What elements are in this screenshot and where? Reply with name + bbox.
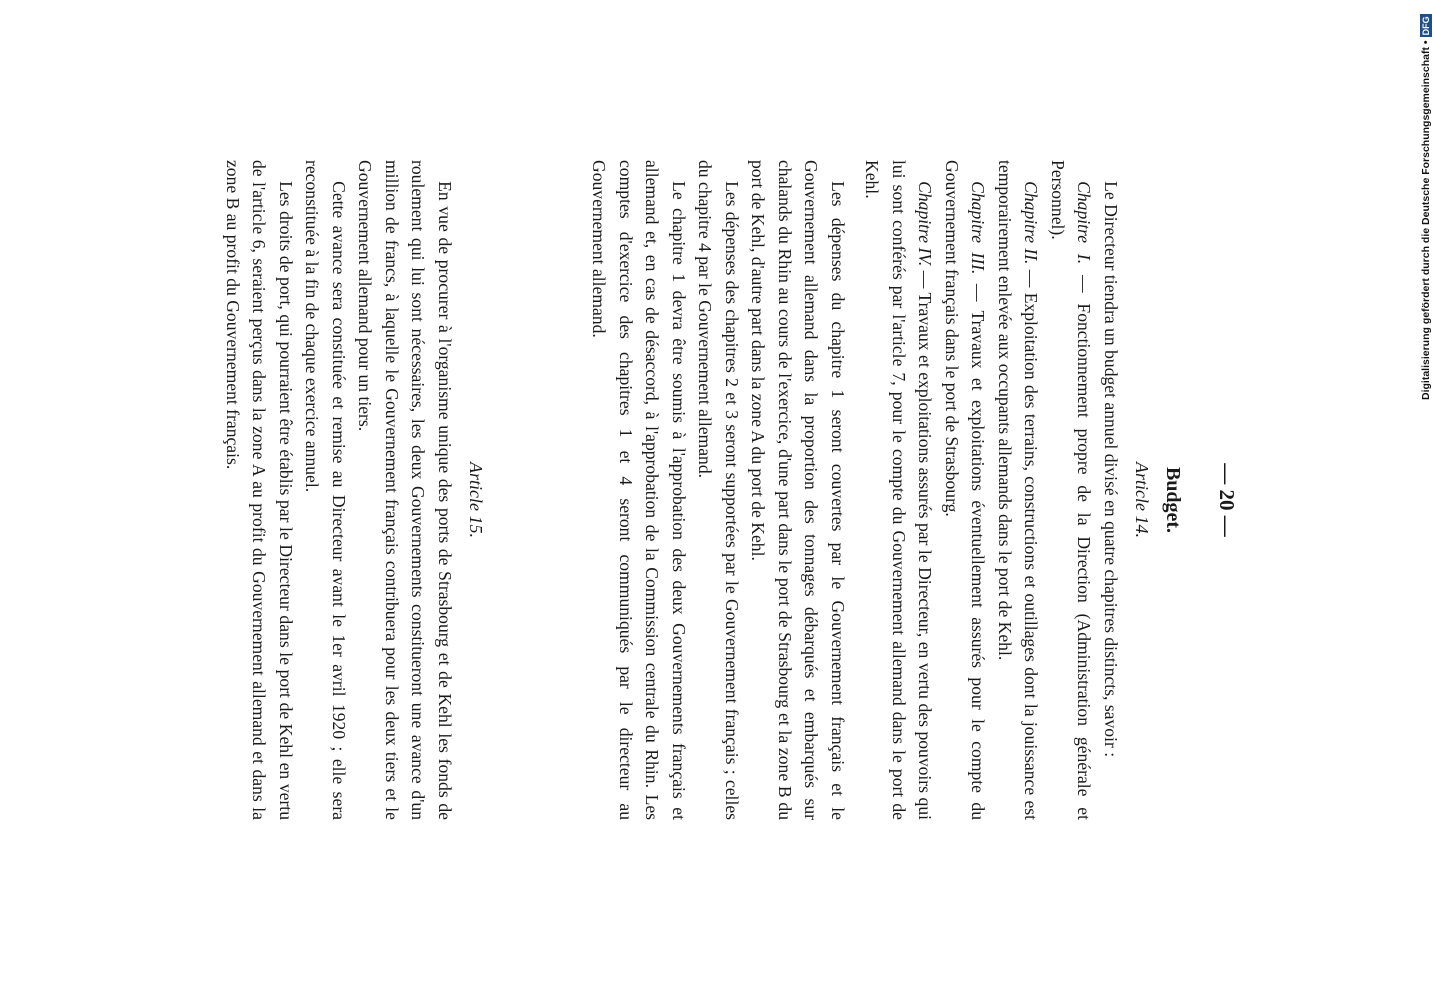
chapter-2-paragraph	[992, 160, 1045, 820]
chapter-1-label: Chapitre I.	[1074, 181, 1095, 265]
section-title: Budget.	[1162, 466, 1184, 534]
dfg-watermark	[1417, 8, 1434, 408]
chapter-4-paragraph	[859, 160, 939, 820]
watermark-text: Digitalisierung gefördert durch die Deutsche Forschungsgemeinschaft •	[1420, 40, 1432, 400]
article-15-paragraph-3: Les droits de port, qui pourraient être établis par le Directeur dans le port de Kehl en vertu de l'article 6, seraient perçus dans la zone A au profit du Gouvernement allemand et dans la zone B au profit du Gouvernement français.	[223, 160, 296, 820]
article-15-paragraph-1: En vue de procurer à l'organisme unique des ports de Strasbourg et de Kehl les fonds de roulement qui lui sont nécessaires, les deux Gouvernements constitueront une avance d'un million de francs, à laquelle le Gouvernement français contribuera pour les deux tiers et le Gouvernement allemand pour un tiers.	[355, 160, 455, 820]
article-15-heading: Article 15.	[466, 462, 486, 538]
article-14-intro: Le Directeur tiendra un budget annuel divisé en quatre chapitres distincts, savoir :	[1101, 181, 1121, 758]
approval-paragraph: Le chapitre 1 devra être soumis à l'approbation des deux Gouvernements français et allemand et, en cas de désaccord, à l'approbation de la Commission centrale du Rhin. Les comptes d'exercice des chapitres 1 et 4 seront communiqués par le directeur au Gouvernement allemand.	[589, 160, 689, 820]
page-number: — 20 —	[1215, 463, 1239, 537]
chapter-1-paragraph	[1045, 160, 1098, 820]
article-15-paragraph-2: Cette avance sera constituée et remise au Directeur avant le 1er avril 1920 ; elle sera reconstituée à la fin de chaque exercice annuel.	[302, 160, 349, 820]
article-14-body	[586, 160, 1124, 820]
chapter-1-text: — Fonctionnement propre de la Direction (Administration générale et Personnel).	[1048, 160, 1095, 820]
expenses-paragraph-1: Les dépenses du chapitre 1 seront couvertes par le Gouvernement français et le Gouvernement allemand dans la proportion des tonnages débarqués et embarqués sur chalands du Rhin au cours de l'exercice, d'une part dans le port de Strasbourg et la zone B du port de Kehl, d'autre part dans la zone A du port de Kehl.	[748, 160, 848, 820]
chapter-3-text: — Travaux et exploitations éventuellement assurés pour le compte du Gouvernement français dans le port de Strasbourg.	[942, 160, 989, 820]
chapter-3-paragraph	[939, 160, 992, 820]
rotated-document-page	[100, 140, 1240, 860]
chapter-2-text: — Exploitation des terrains, constructions et outillages dont la jouissance est temporairement enlevée aux occupants allemands dans le port de Kehl.	[995, 160, 1042, 821]
chapter-3-label: Chapitre III.	[968, 181, 989, 275]
chapter-2-label: Chapitre II.	[1021, 181, 1042, 265]
chapter-4-text: — Travaux et exploitations assurés par le Directeur, en vertu des pouvoirs qui lui sont conférés par l'article 7, pour le compte du Gouvernement allemand dans le port de Kehl.	[862, 160, 936, 820]
chapter-4-label: Chapitre IV.	[915, 181, 936, 267]
article-15-body	[220, 160, 459, 820]
dfg-logo-badge: DFG	[1421, 16, 1432, 36]
article-14-heading: Article 14.	[1132, 462, 1152, 538]
expenses-paragraph-2: Les dépenses des chapitres 2 et 3 seront supportées par le Gouvernement français ; celles du chapitre 4 par le Gouvernement allemand.	[695, 160, 742, 820]
